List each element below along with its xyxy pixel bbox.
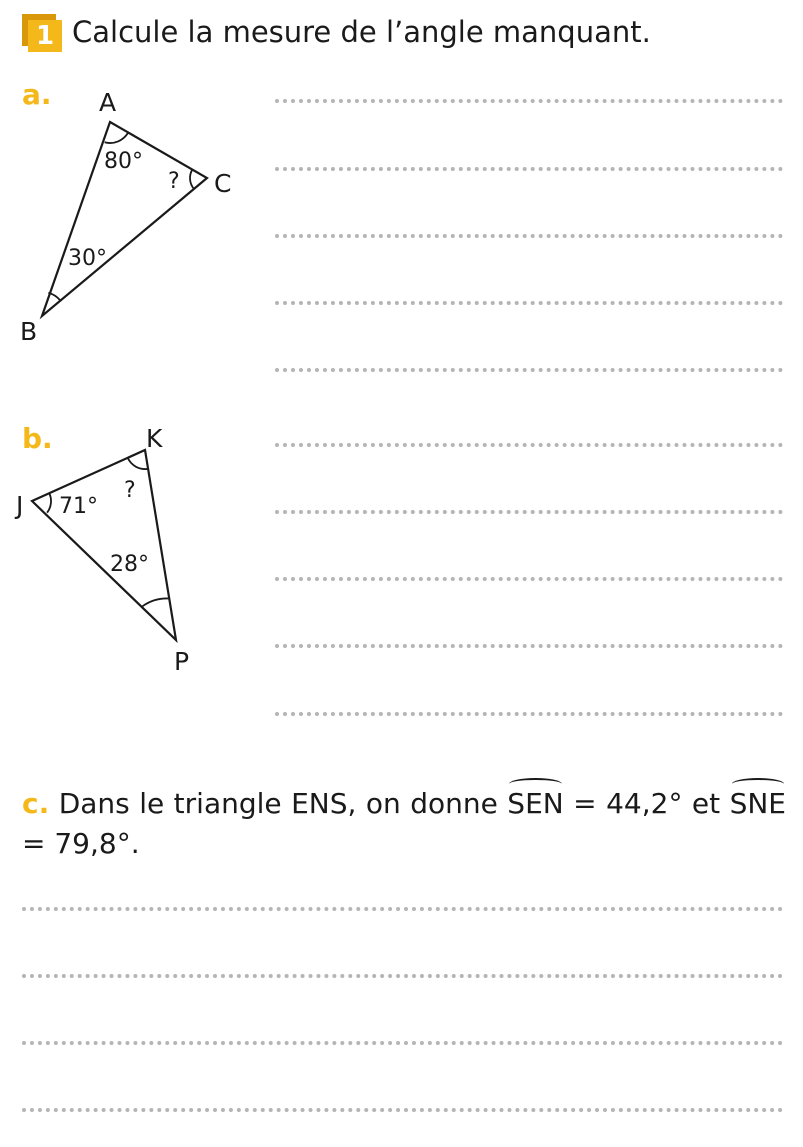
answer-line-a-1[interactable] <box>275 99 783 103</box>
part-c-label: c. <box>22 787 50 820</box>
angle-b-arc <box>48 293 60 301</box>
answer-line-c-2[interactable] <box>22 974 783 978</box>
part-b-label: b. <box>22 422 53 455</box>
vertex-j: J <box>16 491 24 520</box>
answer-line-c-3[interactable] <box>22 1041 783 1045</box>
vertex-c: C <box>214 169 232 198</box>
angle-k-arc <box>128 458 148 469</box>
vertex-b: B <box>20 317 38 346</box>
vertex-a: A <box>99 88 117 117</box>
angle-sne-value: = 79,8°. <box>22 827 140 860</box>
answer-line-a-2[interactable] <box>275 167 783 171</box>
angle-a-arc <box>105 133 129 144</box>
angle-j-value: 71° <box>59 494 98 519</box>
angle-k-value: ? <box>124 478 136 503</box>
answer-line-a-3[interactable] <box>275 234 783 238</box>
answer-line-a-5[interactable] <box>275 368 783 372</box>
angle-c-arc <box>190 170 194 189</box>
angle-sen-value: = 44,2° et <box>563 787 730 820</box>
angle-p-arc <box>142 598 169 606</box>
exercise-number: 1 <box>28 20 62 52</box>
angle-sen-name: SEN <box>507 784 563 824</box>
angle-b-value: 30° <box>68 246 107 271</box>
angle-sne-name: SNE <box>730 784 786 824</box>
exercise-title: Calcule la mesure de l’angle manquant. <box>72 15 651 49</box>
answer-line-b-5[interactable] <box>275 712 783 716</box>
vertex-k: K <box>146 424 163 453</box>
part-c-text: Dans le triangle ENS, on donne <box>49 787 508 820</box>
answer-line-b-1[interactable] <box>275 443 783 447</box>
answer-line-b-2[interactable] <box>275 510 783 514</box>
part-a-label: a. <box>22 78 52 111</box>
answer-line-b-4[interactable] <box>275 644 783 648</box>
vertex-p: P <box>174 647 190 676</box>
answer-line-b-3[interactable] <box>275 577 783 581</box>
part-c-statement <box>22 784 786 864</box>
answer-line-c-4[interactable] <box>22 1108 783 1112</box>
angle-c-value: ? <box>168 169 180 194</box>
angle-j-arc <box>47 493 51 513</box>
angle-p-value: 28° <box>110 552 149 577</box>
answer-line-a-4[interactable] <box>275 301 783 305</box>
answer-line-c-1[interactable] <box>22 907 783 911</box>
angle-a-value: 80° <box>104 149 143 174</box>
triangle-jkp <box>32 450 176 640</box>
